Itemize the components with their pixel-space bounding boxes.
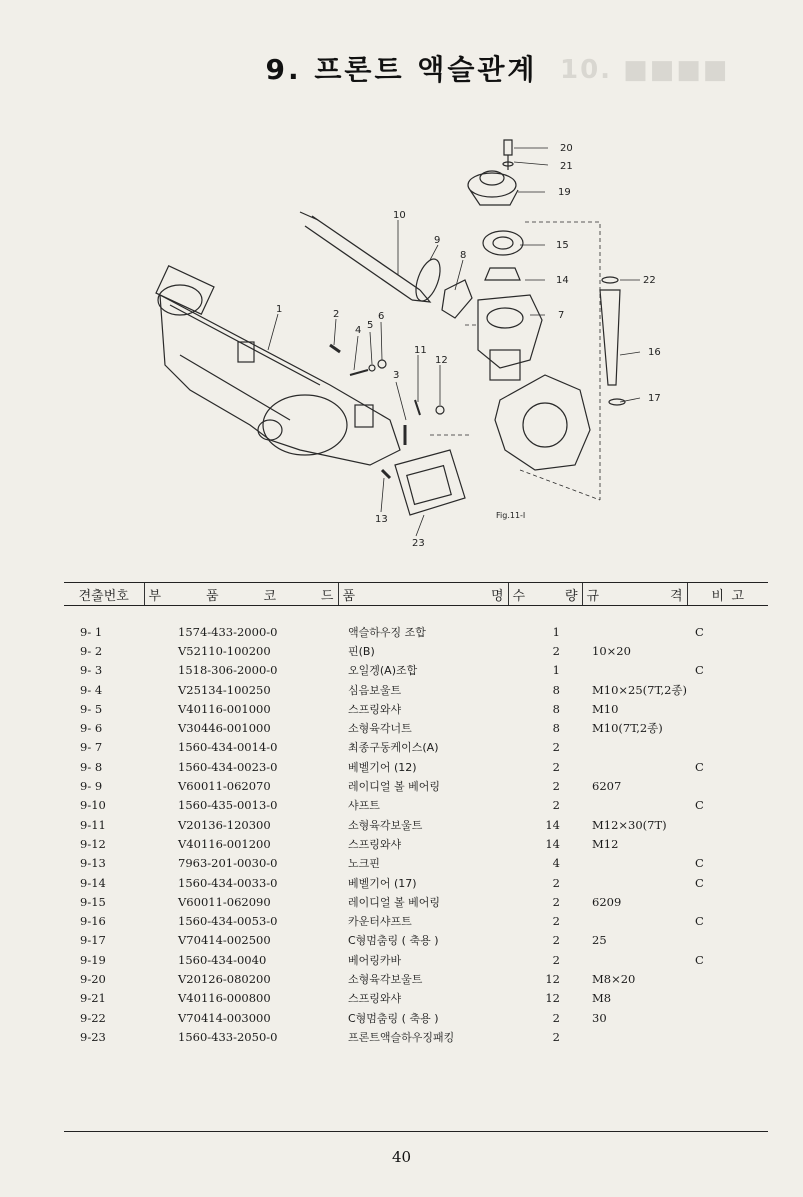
cell-no: 9- 5	[80, 701, 103, 716]
cell-qty: 2	[552, 740, 560, 755]
cell-name: 소형육각보울트	[348, 972, 423, 986]
cell-no: 9-11	[80, 817, 106, 832]
table-row	[64, 911, 768, 930]
shaft	[305, 216, 420, 300]
washer-5	[369, 365, 375, 371]
cell-name: 최종구동케이스(A)	[348, 741, 439, 755]
cell-spec: M10×25(7T,2종)	[592, 682, 688, 697]
header-name-char: 명	[490, 588, 504, 604]
cell-spec: M12×30(7T)	[592, 817, 667, 832]
snap-ring-17	[609, 399, 625, 405]
callout-20: 20	[560, 143, 573, 154]
cell-code: V40116-001200	[178, 836, 271, 851]
callout-1: 1	[276, 304, 283, 315]
differential-bulge	[263, 395, 347, 455]
nut-6	[378, 360, 386, 368]
axle-housing	[160, 295, 400, 465]
cell-remark	[687, 892, 768, 911]
cell-no: 9-12	[80, 836, 106, 851]
cell-qty: 2	[552, 779, 560, 794]
header-name	[338, 583, 508, 606]
callout-7: 7	[558, 310, 565, 321]
cell-remark: C	[695, 663, 704, 678]
cell-qty: 2	[552, 894, 560, 909]
callout-12: 12	[435, 355, 448, 366]
cell-code: 1560-434-0053-0	[178, 914, 278, 929]
callout-5: 5	[367, 320, 374, 331]
header-remark-char: 비	[711, 588, 725, 604]
cell-spec	[582, 606, 687, 642]
table-row	[64, 931, 768, 950]
callout-13: 13	[375, 514, 388, 525]
cell-qty: 2	[552, 914, 560, 929]
table-row	[64, 680, 768, 699]
callout-8: 8	[460, 250, 467, 261]
cell-no: 9- 7	[80, 740, 103, 755]
cell-name: 카운터샤프트	[348, 915, 412, 929]
cell-spec	[582, 854, 687, 873]
cell-code: V20136-120300	[178, 817, 271, 832]
cell-spec	[582, 661, 687, 680]
cell-code: 1560-434-0014-0	[178, 740, 278, 755]
cell-name: 샤프트	[348, 799, 380, 813]
cell-spec	[582, 950, 687, 969]
cell-spec: M8	[592, 991, 612, 1006]
cell-qty: 2	[552, 933, 560, 948]
header-qty-char: 량	[564, 588, 578, 604]
parts-table	[64, 582, 768, 1047]
cell-no: 9-17	[80, 933, 106, 948]
cell-no: 9-15	[80, 894, 106, 909]
cell-remark	[687, 815, 768, 834]
cell-code: 7963-201-0030-0	[178, 856, 278, 871]
cell-name: 액슬하우징 조합	[348, 625, 426, 639]
header-remark-char: 고	[731, 588, 744, 604]
cell-remark	[687, 969, 768, 988]
callout-22: 22	[643, 275, 656, 286]
header-spec-char: 규	[586, 588, 600, 604]
callout-23: 23	[412, 538, 425, 549]
cell-qty: 2	[552, 798, 560, 813]
cell-name: 소형육각보울트	[348, 818, 423, 832]
table-row	[64, 606, 768, 642]
callout-17: 17	[648, 393, 661, 404]
cell-remark	[687, 680, 768, 699]
cell-qty: 14	[545, 817, 560, 832]
cell-code: V25134-100250	[178, 682, 271, 697]
callout-3: 3	[393, 370, 400, 381]
table-row	[64, 815, 768, 834]
header-code-char: 품	[205, 588, 219, 604]
cell-name: 베벨기어 (12)	[348, 760, 417, 774]
cell-no: 9- 4	[80, 682, 103, 697]
cell-no: 9- 1	[80, 624, 103, 639]
header-code-char: 코	[263, 588, 276, 604]
cell-no: 9-14	[80, 875, 106, 890]
cell-remark	[687, 989, 768, 1008]
cell-spec	[582, 873, 687, 892]
cell-code: 1560-434-0033-0	[178, 875, 278, 890]
cell-name: 베벨기어 (17)	[348, 876, 417, 890]
cell-code: V70414-003000	[178, 1010, 271, 1025]
cell-qty: 8	[552, 721, 560, 736]
cell-spec: M12	[592, 836, 619, 851]
cell-name: 프론트액슬하우징패킹	[348, 1030, 455, 1044]
cell-remark: C	[695, 856, 704, 871]
cell-remark	[687, 641, 768, 660]
cell-name: 노크핀	[348, 857, 380, 871]
callout-19: 19	[558, 187, 571, 198]
cell-no: 9- 9	[80, 779, 103, 794]
cell-no: 9- 2	[80, 643, 103, 658]
cell-name: C형멈춤링 ( 축용 )	[348, 934, 439, 948]
cell-name: 레이디얼 볼 베어링	[348, 780, 441, 794]
bearing-9	[411, 256, 445, 304]
cell-spec: 6207	[592, 779, 622, 794]
callout-9: 9	[434, 235, 441, 246]
cell-code: V40116-000800	[178, 991, 271, 1006]
cell-code: 1574-433-2000-0	[178, 624, 278, 639]
cell-remark: C	[695, 798, 704, 813]
cell-name: 소형육각너트	[348, 722, 412, 736]
wheel-housing	[495, 375, 590, 470]
cell-name: 스프링와샤	[348, 702, 402, 716]
table-body	[64, 606, 768, 1047]
cell-remark: C	[695, 759, 704, 774]
gasket	[395, 450, 465, 515]
cell-no: 9-10	[80, 798, 106, 813]
bearing-15	[483, 231, 523, 255]
table-row	[64, 776, 768, 795]
cell-code: V40116-001000	[178, 701, 271, 716]
cell-qty: 8	[552, 701, 560, 716]
header-remark	[687, 583, 768, 606]
cell-no: 9-16	[80, 914, 106, 929]
cell-remark: C	[695, 624, 704, 639]
table-row	[64, 699, 768, 718]
cell-code: 1560-433-2050-0	[178, 1029, 278, 1044]
cell-code: 1560-434-0023-0	[178, 759, 278, 774]
bevel-gear-8	[442, 280, 472, 318]
bevel-gear-14	[485, 268, 520, 280]
cell-remark	[687, 738, 768, 757]
cell-code: V70414-002500	[178, 933, 271, 948]
cell-code: 1560-435-0013-0	[178, 798, 278, 813]
cell-remark	[687, 718, 768, 737]
cell-no: 9-20	[80, 971, 106, 986]
table-row	[64, 738, 768, 757]
cell-name: 레이디얼 볼 베어링	[348, 895, 441, 909]
cell-no: 9- 8	[80, 759, 103, 774]
cell-name: 스프링와샤	[348, 992, 402, 1006]
cell-spec	[582, 757, 687, 776]
table-row	[64, 854, 768, 873]
cell-no: 9- 6	[80, 721, 103, 736]
cell-qty: 2	[552, 643, 560, 658]
final-drive-case	[478, 295, 542, 368]
cell-remark	[687, 931, 768, 950]
bolt-11	[415, 400, 420, 415]
page-title: 9. 프론트 액슬관계	[265, 53, 538, 86]
callout-6: 6	[378, 311, 385, 322]
cell-no: 9-22	[80, 1010, 106, 1025]
table-row	[64, 892, 768, 911]
cell-spec: 30	[592, 1010, 607, 1025]
table-row	[64, 718, 768, 737]
table-row	[64, 950, 768, 969]
cell-code: V52110-100200	[178, 643, 271, 658]
header-no: 견출번호	[64, 583, 144, 606]
cell-spec: M8×20	[592, 971, 636, 986]
cell-code: 1560-434-0040	[178, 952, 267, 967]
cell-spec: M10(7T,2종)	[592, 721, 663, 736]
header-qty-char: 수	[512, 588, 526, 604]
cell-code: V60011-062090	[178, 894, 271, 909]
cell-no: 9-19	[80, 952, 106, 967]
callout-15: 15	[556, 240, 569, 251]
header-qty	[508, 583, 582, 606]
cell-no: 9- 3	[80, 663, 103, 678]
cell-qty: 8	[552, 682, 560, 697]
cell-spec: 10×20	[592, 643, 631, 658]
page-number: 40	[391, 1148, 412, 1166]
bleed-through-decoration: 10. ■■■■	[560, 55, 730, 85]
callout-11: 11	[414, 345, 427, 356]
cell-name: 심음보울트	[348, 683, 402, 697]
cell-spec: 25	[592, 933, 607, 948]
table-row	[64, 989, 768, 1008]
table-row	[64, 969, 768, 988]
exploded-diagram	[0, 120, 803, 560]
pin-2	[330, 345, 340, 352]
callout-14: 14	[556, 275, 569, 286]
header-code	[144, 583, 338, 606]
table-row	[64, 834, 768, 853]
table-header-row	[64, 583, 768, 606]
table-row	[64, 661, 768, 680]
callout-16: 16	[648, 347, 661, 358]
cell-qty: 14	[545, 836, 560, 851]
cell-remark	[687, 834, 768, 853]
cell-remark	[687, 1008, 768, 1027]
cell-spec: 6209	[592, 894, 622, 909]
cell-remark: C	[695, 952, 704, 967]
cell-qty: 2	[552, 875, 560, 890]
cell-code: V60011-062070	[178, 779, 271, 794]
figure-caption: Fig.11-I	[496, 511, 526, 520]
cell-code: V20126-080200	[178, 971, 271, 986]
cell-remark: C	[695, 914, 704, 929]
table-row	[64, 641, 768, 660]
counter-shaft	[600, 290, 620, 385]
cell-qty: 1	[552, 663, 560, 678]
cell-name: 핀(B)	[348, 644, 375, 658]
cell-qty: 12	[545, 971, 560, 986]
header-code-char: 드	[320, 588, 334, 604]
bottom-rule	[64, 1131, 768, 1132]
cell-name: 스프링와샤	[348, 837, 402, 851]
knock-pin-13	[382, 470, 390, 478]
table-row	[64, 796, 768, 815]
cell-remark	[687, 699, 768, 718]
cell-name: C형멈춤링 ( 축용 )	[348, 1011, 439, 1025]
cell-name: 오일겡(A)조합	[348, 664, 418, 678]
washer-12	[436, 406, 444, 414]
callout-2: 2	[333, 309, 340, 320]
cell-remark: C	[695, 875, 704, 890]
callout-4: 4	[355, 325, 362, 336]
cell-spec	[582, 738, 687, 757]
cell-no: 9-21	[80, 991, 106, 1006]
cell-qty: 12	[545, 991, 560, 1006]
table-row	[64, 757, 768, 776]
callout-21: 21	[560, 161, 573, 172]
cell-code: V30446-001000	[178, 721, 271, 736]
header-name-char: 품	[342, 588, 356, 604]
cell-qty: 4	[552, 856, 560, 871]
cell-qty: 2	[552, 952, 560, 967]
cell-code: 1518-306-2000-0	[178, 663, 278, 678]
cell-no: 9-13	[80, 856, 106, 871]
cell-remark	[687, 1027, 768, 1046]
bolt-4	[350, 370, 368, 375]
cell-remark	[687, 776, 768, 795]
table-row	[64, 1027, 768, 1046]
cell-spec	[582, 796, 687, 815]
table-row	[64, 873, 768, 892]
cell-spec	[582, 1027, 687, 1046]
cell-qty: 2	[552, 1029, 560, 1044]
cell-qty: 2	[552, 759, 560, 774]
cell-spec	[582, 911, 687, 930]
table-row	[64, 1008, 768, 1027]
cell-qty: 1	[552, 624, 560, 639]
callout-10: 10	[393, 210, 406, 221]
cell-spec: M10	[592, 701, 619, 716]
header-spec-char: 격	[669, 588, 683, 604]
cell-no: 9-23	[80, 1029, 106, 1044]
cell-qty: 2	[552, 1010, 560, 1025]
header-code-char: 부	[148, 588, 162, 604]
snap-ring-22	[602, 277, 618, 283]
cell-name: 베어링카바	[348, 953, 402, 967]
header-spec	[582, 583, 687, 606]
